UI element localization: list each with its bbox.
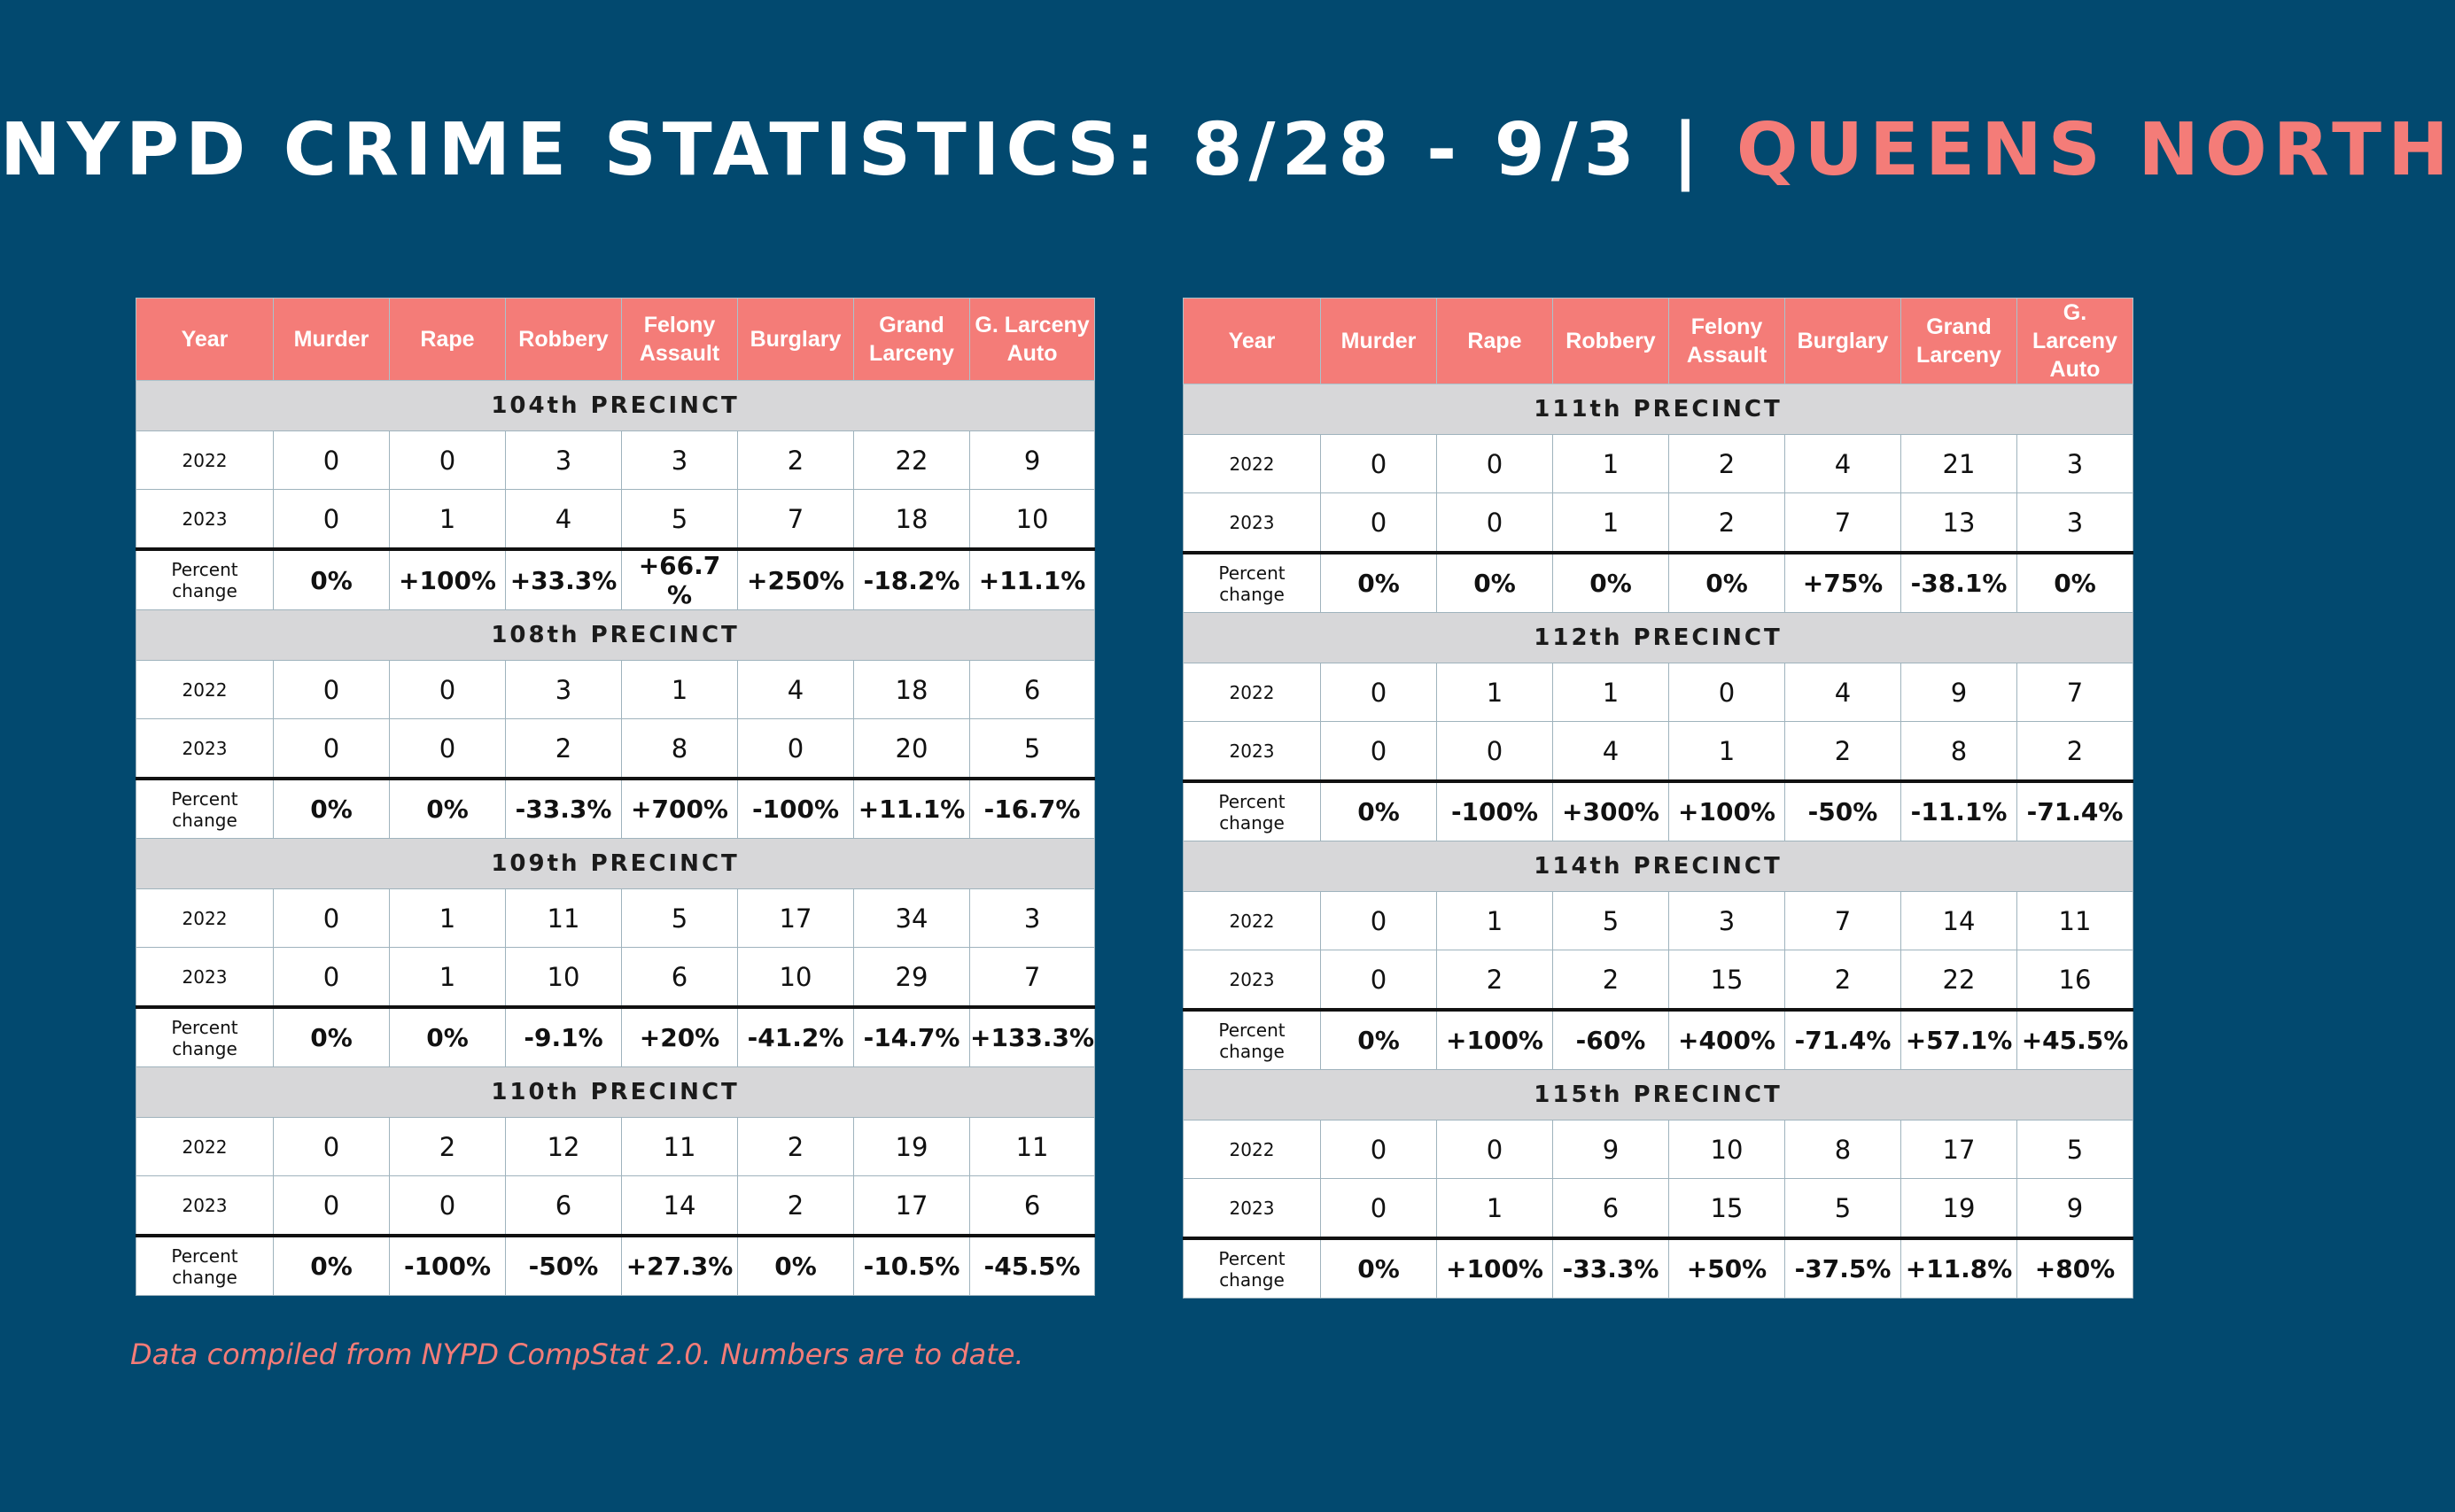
header-row bbox=[136, 299, 1095, 381]
stat-cell: -14.7% bbox=[854, 1007, 970, 1067]
stat-cell: +80% bbox=[2017, 1238, 2133, 1299]
stat-cell: -41.2% bbox=[738, 1007, 854, 1067]
stat-cell: 0% bbox=[390, 779, 506, 839]
stat-cell: 0 bbox=[1437, 722, 1553, 782]
stat-cell: +100% bbox=[1437, 1010, 1553, 1070]
stat-cell: 2 bbox=[390, 1118, 506, 1176]
stat-cell: 1 bbox=[1669, 722, 1785, 782]
stat-cell: 9 bbox=[1553, 1120, 1669, 1179]
stat-cell: 8 bbox=[622, 719, 738, 779]
stat-cell: 0% bbox=[1321, 553, 1437, 613]
precinct-name: 114th PRECINCT bbox=[1184, 841, 2133, 892]
stat-cell: 11 bbox=[970, 1118, 1095, 1176]
precinct-row bbox=[136, 610, 1095, 661]
stat-cell: 16 bbox=[2017, 950, 2133, 1011]
stat-cell: 22 bbox=[1901, 950, 2017, 1011]
stat-cell: 20 bbox=[854, 719, 970, 779]
year-row-2022 bbox=[136, 431, 1095, 490]
year-row-2022 bbox=[136, 889, 1095, 948]
stat-cell: -37.5% bbox=[1785, 1238, 1901, 1299]
stat-cell: 0 bbox=[1321, 1179, 1437, 1239]
stat-cell: -100% bbox=[390, 1236, 506, 1296]
stat-cell: +400% bbox=[1669, 1010, 1785, 1070]
stat-cell: 12 bbox=[506, 1118, 622, 1176]
year-row-2023 bbox=[1184, 950, 2133, 1011]
column-header: Rape bbox=[390, 299, 506, 381]
stat-cell: 1 bbox=[390, 889, 506, 948]
stat-cell: 6 bbox=[1553, 1179, 1669, 1239]
stat-cell: 11 bbox=[622, 1118, 738, 1176]
stat-cell: 0 bbox=[1321, 950, 1437, 1011]
percent-change-row bbox=[136, 779, 1095, 839]
stat-cell: 0 bbox=[1321, 892, 1437, 950]
stat-cell: +50% bbox=[1669, 1238, 1785, 1299]
stat-cell: +100% bbox=[1437, 1238, 1553, 1299]
row-label: Percent change bbox=[1184, 1010, 1321, 1070]
year-row-2023 bbox=[136, 490, 1095, 550]
stat-cell: -10.5% bbox=[854, 1236, 970, 1296]
column-header: Burglary bbox=[738, 299, 854, 381]
stat-cell: 22 bbox=[854, 431, 970, 490]
stat-cell: 18 bbox=[854, 490, 970, 550]
row-label: Percent change bbox=[1184, 1238, 1321, 1299]
stat-cell: -71.4% bbox=[1785, 1010, 1901, 1070]
stat-cell: 0 bbox=[738, 719, 854, 779]
year-row-2022 bbox=[136, 661, 1095, 719]
stat-cell: 3 bbox=[970, 889, 1095, 948]
row-label: 2022 bbox=[1184, 1120, 1321, 1179]
stat-cell: 0% bbox=[1321, 1238, 1437, 1299]
stat-cell: 0% bbox=[2017, 553, 2133, 613]
stat-cell: 13 bbox=[1901, 493, 2017, 554]
stat-cell: -50% bbox=[506, 1236, 622, 1296]
stat-cell: 17 bbox=[1901, 1120, 2017, 1179]
stats-table-right bbox=[1183, 298, 2133, 1299]
stat-cell: +700% bbox=[622, 779, 738, 839]
stat-cell: 4 bbox=[1785, 663, 1901, 722]
stat-cell: 1 bbox=[622, 661, 738, 719]
precinct-row bbox=[1184, 1070, 2133, 1120]
stat-cell: -33.3% bbox=[506, 779, 622, 839]
stat-cell: 0 bbox=[1669, 663, 1785, 722]
stat-cell: 0% bbox=[1321, 781, 1437, 841]
precinct-row bbox=[1184, 613, 2133, 663]
percent-change-row bbox=[136, 549, 1095, 610]
row-label: 2023 bbox=[1184, 722, 1321, 782]
precinct-row bbox=[136, 1067, 1095, 1118]
row-label: Percent change bbox=[136, 779, 274, 839]
stat-cell: 10 bbox=[506, 948, 622, 1008]
stat-cell: 2 bbox=[506, 719, 622, 779]
stat-cell: 0 bbox=[274, 889, 390, 948]
precinct-row bbox=[1184, 384, 2133, 435]
stat-cell: 1 bbox=[1553, 493, 1669, 554]
stat-cell: 2 bbox=[738, 1118, 854, 1176]
stat-cell: +20% bbox=[622, 1007, 738, 1067]
title-main: NYPD CRIME STATISTICS: 8/28 - 9/3 | bbox=[0, 108, 1736, 192]
source-note: Data compiled from NYPD CompStat 2.0. Numbers are to date. bbox=[130, 1338, 1024, 1371]
stat-cell: 4 bbox=[738, 661, 854, 719]
stat-cell: 10 bbox=[970, 490, 1095, 550]
year-row-2022 bbox=[136, 1118, 1095, 1176]
stat-cell: 1 bbox=[1553, 663, 1669, 722]
row-label: 2022 bbox=[1184, 435, 1321, 493]
row-label: 2022 bbox=[136, 661, 274, 719]
percent-change-row bbox=[1184, 1010, 2133, 1070]
precinct-name: 109th PRECINCT bbox=[136, 839, 1095, 889]
stat-cell: 0 bbox=[1321, 663, 1437, 722]
stat-cell: 0 bbox=[1321, 722, 1437, 782]
stat-cell: 17 bbox=[738, 889, 854, 948]
stat-cell: -11.1% bbox=[1901, 781, 2017, 841]
stat-cell: 5 bbox=[2017, 1120, 2133, 1179]
row-label: 2023 bbox=[1184, 493, 1321, 554]
stat-cell: 2 bbox=[1553, 950, 1669, 1011]
stat-cell: 0 bbox=[1321, 1120, 1437, 1179]
stat-cell: +27.3% bbox=[622, 1236, 738, 1296]
precinct-row bbox=[1184, 841, 2133, 892]
stat-cell: 6 bbox=[622, 948, 738, 1008]
year-row-2023 bbox=[136, 719, 1095, 779]
stat-cell: 3 bbox=[506, 661, 622, 719]
stat-cell: +100% bbox=[390, 549, 506, 610]
stat-cell: 2 bbox=[738, 431, 854, 490]
percent-change-row bbox=[1184, 781, 2133, 841]
stat-cell: 3 bbox=[2017, 435, 2133, 493]
stat-cell: 2 bbox=[1785, 950, 1901, 1011]
stat-cell: 4 bbox=[1785, 435, 1901, 493]
stat-cell: -18.2% bbox=[854, 549, 970, 610]
stat-cell: -45.5% bbox=[970, 1236, 1095, 1296]
stat-cell: 0% bbox=[1437, 553, 1553, 613]
column-header: Felony Assault bbox=[1669, 299, 1785, 384]
column-header: Murder bbox=[1321, 299, 1437, 384]
stat-cell: 2 bbox=[2017, 722, 2133, 782]
stat-cell: -100% bbox=[1437, 781, 1553, 841]
stat-cell: 19 bbox=[1901, 1179, 2017, 1239]
stat-cell: +45.5% bbox=[2017, 1010, 2133, 1070]
stat-cell: 0 bbox=[390, 431, 506, 490]
stat-cell: 29 bbox=[854, 948, 970, 1008]
precinct-name: 115th PRECINCT bbox=[1184, 1070, 2133, 1120]
column-header: G. Larceny Auto bbox=[970, 299, 1095, 381]
stat-cell: 2 bbox=[1785, 722, 1901, 782]
stat-cell: +75% bbox=[1785, 553, 1901, 613]
stat-cell: 5 bbox=[1785, 1179, 1901, 1239]
stat-cell: 0% bbox=[1321, 1010, 1437, 1070]
column-header: G. Larceny Auto bbox=[2017, 299, 2133, 384]
column-header: Felony Assault bbox=[622, 299, 738, 381]
stat-cell: 2 bbox=[738, 1176, 854, 1237]
column-header: Burglary bbox=[1785, 299, 1901, 384]
percent-change-row bbox=[136, 1007, 1095, 1067]
row-label: 2022 bbox=[1184, 892, 1321, 950]
percent-change-row bbox=[1184, 1238, 2133, 1299]
year-row-2023 bbox=[1184, 722, 2133, 782]
stat-cell: 0% bbox=[274, 549, 390, 610]
row-label: 2023 bbox=[136, 948, 274, 1008]
stat-cell: 0 bbox=[390, 661, 506, 719]
stat-cell: +250% bbox=[738, 549, 854, 610]
stat-cell: 4 bbox=[1553, 722, 1669, 782]
column-header: Murder bbox=[274, 299, 390, 381]
stat-cell: 11 bbox=[506, 889, 622, 948]
year-row-2023 bbox=[136, 948, 1095, 1008]
stat-cell: +33.3% bbox=[506, 549, 622, 610]
stat-cell: 0 bbox=[390, 1176, 506, 1237]
stat-cell: 6 bbox=[970, 1176, 1095, 1237]
stat-cell: 0 bbox=[274, 431, 390, 490]
stat-cell: 5 bbox=[970, 719, 1095, 779]
year-row-2023 bbox=[1184, 1179, 2133, 1239]
year-row-2023 bbox=[136, 1176, 1095, 1237]
precinct-name: 108th PRECINCT bbox=[136, 610, 1095, 661]
stat-cell: 6 bbox=[970, 661, 1095, 719]
stat-cell: 0 bbox=[1321, 435, 1437, 493]
stat-cell: 7 bbox=[738, 490, 854, 550]
stat-cell: 7 bbox=[1785, 892, 1901, 950]
page-title bbox=[0, 106, 2455, 195]
stat-cell: 17 bbox=[854, 1176, 970, 1237]
year-row-2022 bbox=[1184, 663, 2133, 722]
stat-cell: 15 bbox=[1669, 1179, 1785, 1239]
stat-cell: 7 bbox=[1785, 493, 1901, 554]
stat-cell: +300% bbox=[1553, 781, 1669, 841]
percent-change-row bbox=[136, 1236, 1095, 1296]
stat-cell: 15 bbox=[1669, 950, 1785, 1011]
stat-cell: 11 bbox=[2017, 892, 2133, 950]
precinct-name: 104th PRECINCT bbox=[136, 381, 1095, 431]
stat-cell: 5 bbox=[1553, 892, 1669, 950]
precinct-name: 111th PRECINCT bbox=[1184, 384, 2133, 435]
stat-cell: 3 bbox=[2017, 493, 2133, 554]
row-label: Percent change bbox=[1184, 553, 1321, 613]
precinct-row bbox=[136, 839, 1095, 889]
stat-cell: 0% bbox=[390, 1007, 506, 1067]
stat-cell: 2 bbox=[1669, 435, 1785, 493]
stat-cell: 0 bbox=[1321, 493, 1437, 554]
stat-cell: 0% bbox=[1669, 553, 1785, 613]
stat-cell: 14 bbox=[622, 1176, 738, 1237]
stat-cell: 6 bbox=[506, 1176, 622, 1237]
stat-cell: +100% bbox=[1669, 781, 1785, 841]
stat-cell: +133.3% bbox=[970, 1007, 1095, 1067]
stat-cell: -50% bbox=[1785, 781, 1901, 841]
stat-cell: 18 bbox=[854, 661, 970, 719]
row-label: 2023 bbox=[136, 719, 274, 779]
stat-cell: 1 bbox=[1437, 663, 1553, 722]
stat-cell: 0 bbox=[274, 719, 390, 779]
row-label: 2023 bbox=[136, 490, 274, 550]
stat-cell: -38.1% bbox=[1901, 553, 2017, 613]
stat-cell: 10 bbox=[1669, 1120, 1785, 1179]
column-header: Robbery bbox=[1553, 299, 1669, 384]
stat-cell: 34 bbox=[854, 889, 970, 948]
stat-cell: 9 bbox=[1901, 663, 2017, 722]
row-label: 2023 bbox=[1184, 1179, 1321, 1239]
column-header: Robbery bbox=[506, 299, 622, 381]
percent-change-row bbox=[1184, 553, 2133, 613]
stat-cell: 2 bbox=[1437, 950, 1553, 1011]
stat-cell: -16.7% bbox=[970, 779, 1095, 839]
stat-cell: 9 bbox=[970, 431, 1095, 490]
stat-cell: 3 bbox=[622, 431, 738, 490]
precinct-name: 110th PRECINCT bbox=[136, 1067, 1095, 1118]
stat-cell: 0% bbox=[274, 779, 390, 839]
column-header: Year bbox=[136, 299, 274, 381]
stats-table-left bbox=[136, 298, 1095, 1296]
precinct-name: 112th PRECINCT bbox=[1184, 613, 2133, 663]
row-label: Percent change bbox=[136, 1236, 274, 1296]
column-header: Grand Larceny bbox=[1901, 299, 2017, 384]
stat-cell: 2 bbox=[1669, 493, 1785, 554]
stat-cell: 0% bbox=[274, 1236, 390, 1296]
row-label: 2022 bbox=[136, 431, 274, 490]
stat-cell: 1 bbox=[1437, 1179, 1553, 1239]
stat-cell: 0 bbox=[274, 490, 390, 550]
stat-cell: 5 bbox=[622, 490, 738, 550]
row-label: Percent change bbox=[136, 1007, 274, 1067]
header-row bbox=[1184, 299, 2133, 384]
year-row-2022 bbox=[1184, 1120, 2133, 1179]
stat-cell: 0 bbox=[1437, 1120, 1553, 1179]
row-label: 2023 bbox=[136, 1176, 274, 1237]
stat-cell: 3 bbox=[1669, 892, 1785, 950]
column-header: Year bbox=[1184, 299, 1321, 384]
stat-cell: 19 bbox=[854, 1118, 970, 1176]
row-label: 2022 bbox=[1184, 663, 1321, 722]
stat-cell: 3 bbox=[506, 431, 622, 490]
stat-cell: +57.1% bbox=[1901, 1010, 2017, 1070]
year-row-2023 bbox=[1184, 493, 2133, 554]
stat-cell: 1 bbox=[1437, 892, 1553, 950]
stat-cell: 0 bbox=[274, 948, 390, 1008]
row-label: Percent change bbox=[136, 549, 274, 610]
stat-cell: 0 bbox=[390, 719, 506, 779]
stat-cell: +11.8% bbox=[1901, 1238, 2017, 1299]
stat-cell: 0 bbox=[274, 1118, 390, 1176]
stat-cell: 1 bbox=[390, 490, 506, 550]
stat-cell: +11.1% bbox=[854, 779, 970, 839]
stat-cell: 1 bbox=[390, 948, 506, 1008]
stat-cell: 9 bbox=[2017, 1179, 2133, 1239]
stat-cell: 0% bbox=[738, 1236, 854, 1296]
stat-cell: 1 bbox=[1553, 435, 1669, 493]
stat-cell: 7 bbox=[2017, 663, 2133, 722]
stat-cell: 14 bbox=[1901, 892, 2017, 950]
title-accent: QUEENS NORTH bbox=[1736, 108, 2455, 192]
stat-cell: +66.7 % bbox=[622, 549, 738, 610]
stat-cell: 10 bbox=[738, 948, 854, 1008]
stat-cell: 0 bbox=[274, 1176, 390, 1237]
stat-cell: -100% bbox=[738, 779, 854, 839]
stat-cell: 7 bbox=[970, 948, 1095, 1008]
stat-cell: 0% bbox=[274, 1007, 390, 1067]
precinct-row bbox=[136, 381, 1095, 431]
row-label: 2022 bbox=[136, 889, 274, 948]
stat-cell: -71.4% bbox=[2017, 781, 2133, 841]
stat-cell: 0 bbox=[274, 661, 390, 719]
year-row-2022 bbox=[1184, 892, 2133, 950]
stat-cell: -60% bbox=[1553, 1010, 1669, 1070]
stat-cell: -33.3% bbox=[1553, 1238, 1669, 1299]
year-row-2022 bbox=[1184, 435, 2133, 493]
stat-cell: 4 bbox=[506, 490, 622, 550]
stat-cell: 21 bbox=[1901, 435, 2017, 493]
stat-cell: 0 bbox=[1437, 493, 1553, 554]
stat-cell: 0% bbox=[1553, 553, 1669, 613]
stat-cell: 8 bbox=[1901, 722, 2017, 782]
stat-cell: +11.1% bbox=[970, 549, 1095, 610]
stat-cell: 0 bbox=[1437, 435, 1553, 493]
row-label: 2023 bbox=[1184, 950, 1321, 1011]
stat-cell: -9.1% bbox=[506, 1007, 622, 1067]
stat-cell: 8 bbox=[1785, 1120, 1901, 1179]
stat-cell: 5 bbox=[622, 889, 738, 948]
column-header: Grand Larceny bbox=[854, 299, 970, 381]
column-header: Rape bbox=[1437, 299, 1553, 384]
row-label: 2022 bbox=[136, 1118, 274, 1176]
row-label: Percent change bbox=[1184, 781, 1321, 841]
